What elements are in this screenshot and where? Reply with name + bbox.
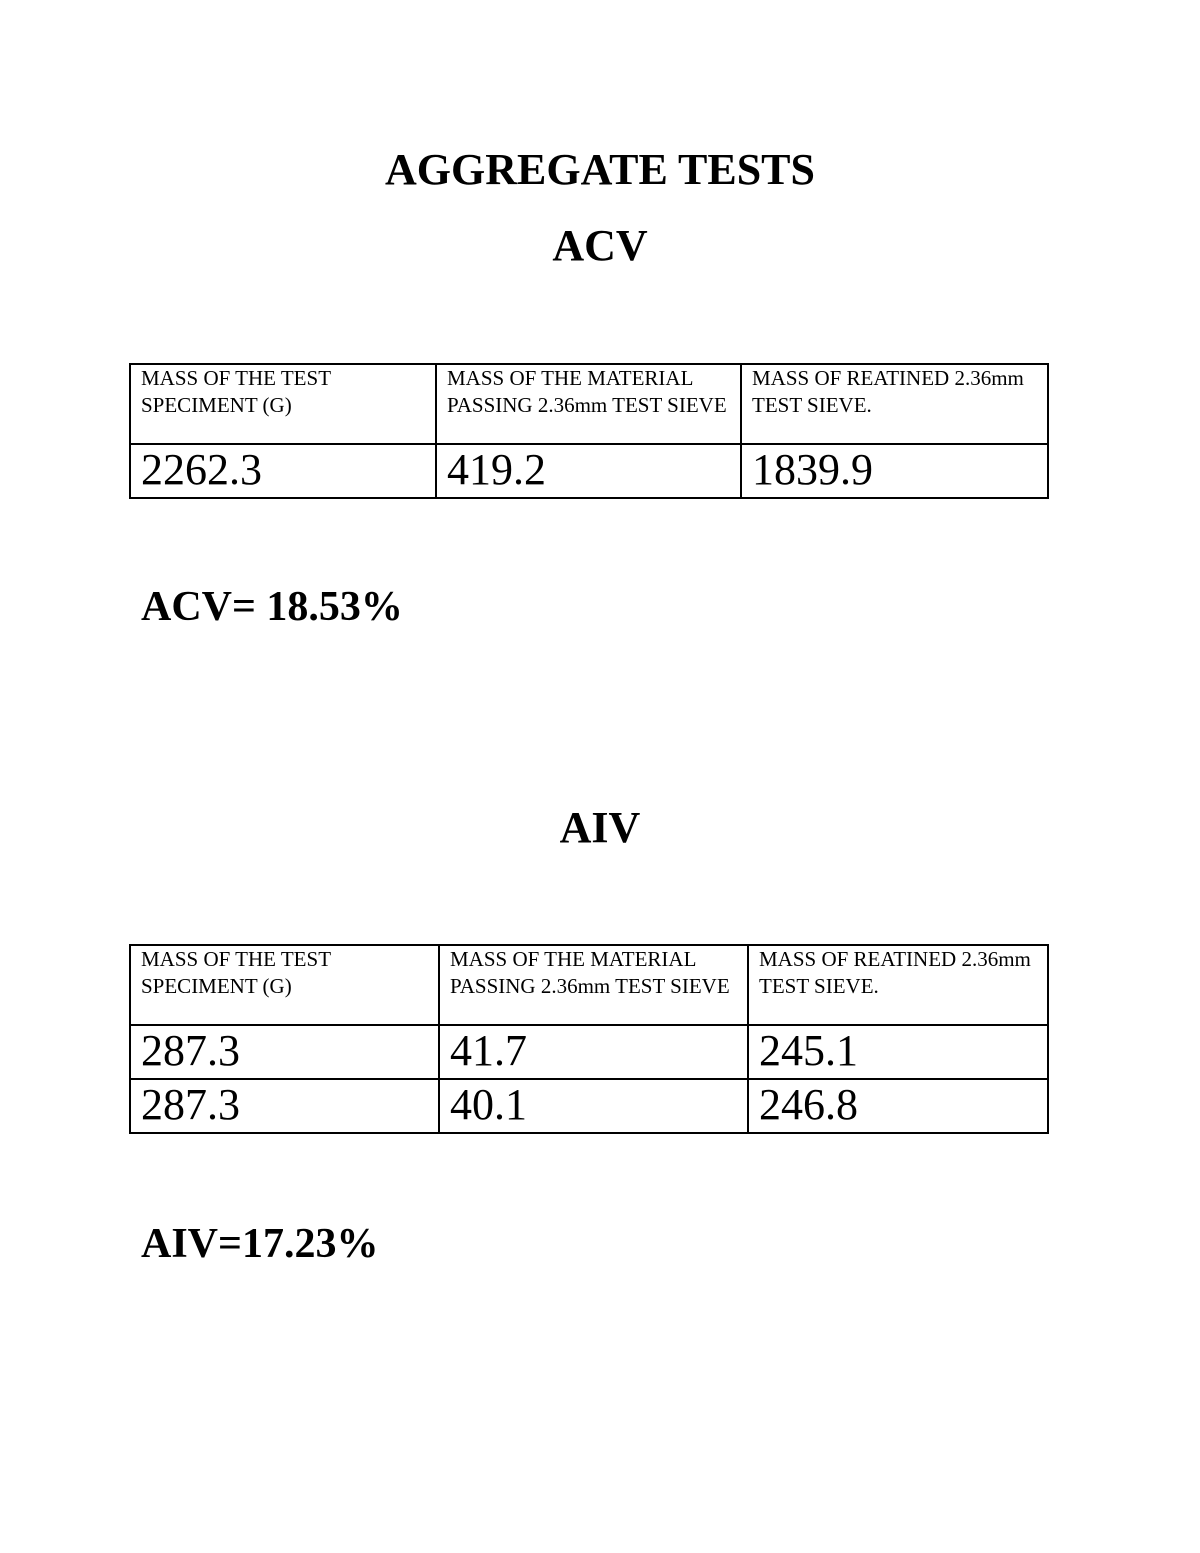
aiv-specimen-mass-value: 287.3 [130, 1079, 439, 1133]
table-row [130, 1079, 1048, 1133]
aiv-passing-mass-value: 40.1 [439, 1079, 748, 1133]
aiv-header-specimen-mass: MASS OF THE TEST SPECIMENT (G) [130, 945, 439, 1025]
aiv-retained-mass-value: 245.1 [748, 1025, 1048, 1079]
aiv-table [129, 944, 1049, 1134]
acv-header-retained-mass: MASS OF REATINED 2.36mm TEST SIEVE. [741, 364, 1048, 444]
acv-table [129, 363, 1049, 499]
aiv-passing-mass-value: 41.7 [439, 1025, 748, 1079]
acv-specimen-mass-value: 2262.3 [130, 444, 436, 498]
aiv-specimen-mass-value: 287.3 [130, 1025, 439, 1079]
acv-table-header-row [130, 364, 1048, 444]
aiv-retained-mass-value: 246.8 [748, 1079, 1048, 1133]
acv-result: ACV= 18.53% [141, 584, 403, 630]
table-row [130, 444, 1048, 498]
aiv-table-header-row [130, 945, 1048, 1025]
acv-section-heading: ACV [552, 221, 648, 270]
page-title: AGGREGATE TESTS [385, 145, 815, 194]
acv-passing-mass-value: 419.2 [436, 444, 741, 498]
aiv-result: AIV=17.23% [141, 1221, 379, 1267]
table-row [130, 1025, 1048, 1079]
aiv-header-retained-mass: MASS OF REATINED 2.36mm TEST SIEVE. [748, 945, 1048, 1025]
aiv-section-heading: AIV [559, 803, 641, 852]
acv-header-specimen-mass: MASS OF THE TEST SPECIMENT (G) [130, 364, 436, 444]
aiv-header-passing-mass: MASS OF THE MATERIAL PASSING 2.36mm TEST SIEVE [439, 945, 748, 1025]
acv-header-passing-mass: MASS OF THE MATERIAL PASSING 2.36mm TEST SIEVE [436, 364, 741, 444]
acv-retained-mass-value: 1839.9 [741, 444, 1048, 498]
